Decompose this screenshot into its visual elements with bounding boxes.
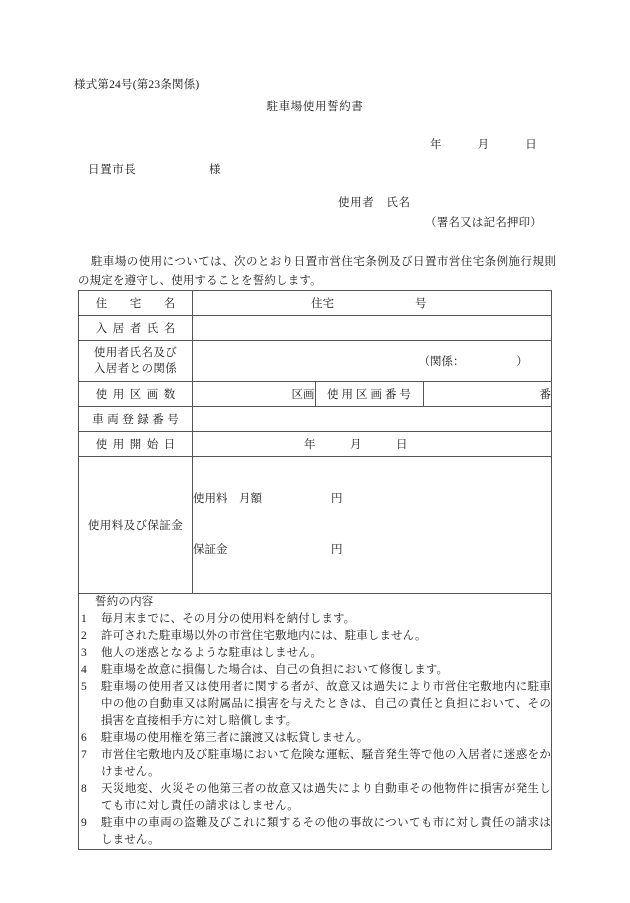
field-vehicle-registration[interactable]: [193, 407, 552, 432]
pledge-item: [79, 662, 551, 679]
label-user-name-relation-line2: 入居者との関係: [93, 363, 178, 375]
table-row-vehicle-registration: [79, 407, 552, 432]
table-row-housing-name: [79, 291, 552, 316]
pledge-item-number: 9: [81, 817, 87, 829]
field-user-name-relation[interactable]: [193, 341, 552, 382]
pledge-item-text: 駐車中の車両の盗難及びこれに類するその他の事故についても市に対し責任の請求はしません。: [101, 817, 551, 846]
label-resident-name: [79, 316, 193, 341]
pledge-item-number: 8: [81, 783, 87, 795]
addressee-line: 日置市長 様: [88, 164, 222, 176]
label-user-name-relation-line1: 使用者氏名及び: [93, 347, 178, 359]
field-fee-deposit[interactable]: [193, 457, 552, 594]
label-user-name-relation: [79, 341, 193, 382]
label-vehicle-registration-text: 車両登録番号: [92, 414, 183, 426]
label-housing-name-text: 住 宅 名: [95, 298, 181, 310]
table-row-parking-spaces: [79, 382, 552, 407]
label-vehicle-registration: [79, 407, 193, 432]
space-count-unit: 区画: [291, 389, 315, 401]
pledge-item: [79, 628, 551, 645]
table-row-pledge-content: [79, 594, 552, 850]
document-title: 駐車場使用誓約書: [266, 101, 364, 113]
pledge-item-text: 駐車場の使用者又は使用者に関する者が、故意又は過失により市営住宅敷地内に駐車中の他の自動車又は附属品に損害を与えたときは、自己の責任と負担において、その損害を直接相手方に対し賠償します。: [101, 681, 551, 727]
pledge-item: [79, 781, 551, 815]
start-date-value: 年 月 日: [303, 439, 408, 451]
label-fee-deposit-text: 使用料及び保証金: [87, 520, 184, 532]
field-housing-name[interactable]: [193, 291, 552, 316]
label-resident-name-text: 入居者氏名: [95, 323, 181, 335]
field-start-date[interactable]: [193, 432, 552, 457]
pledge-item-number: 3: [81, 647, 87, 659]
pledge-item-number: 5: [81, 681, 87, 693]
pledge-item-text: 駐車場を故意に損傷した場合は、自己の負担において修復します。: [101, 664, 449, 676]
pledge-item-text: 毎月末までに、その月分の使用料を納付します。: [101, 613, 356, 625]
deposit-line: 保証金 円: [193, 544, 343, 556]
table-row-user-name-relation: [79, 341, 552, 382]
pledge-item: [79, 611, 551, 628]
signature-note: （署名又は記名押印）: [425, 217, 542, 229]
field-resident-name[interactable]: [193, 316, 552, 341]
label-housing-name: [79, 291, 193, 316]
parking-space-group: [193, 382, 552, 407]
housing-name-unit-jutaku: 住宅: [311, 298, 335, 310]
field-space-number[interactable]: [423, 382, 551, 406]
pledge-item-text: 他人の迷惑となるような駐車はしません。: [101, 647, 323, 659]
label-fee-deposit: [79, 457, 193, 594]
space-number-unit: 番: [539, 389, 551, 401]
pledge-item: [79, 645, 551, 662]
pledge-item-number: 1: [81, 613, 87, 625]
pledge-item-text: 天災地変、火災その他第三者の故意又は過失により自動車その他物件に損害が発生しても市に対し責任の請求はしません。: [101, 783, 551, 812]
table-row-resident-name: [79, 316, 552, 341]
pledge-item-text: 駐車場の使用権を第三者に譲渡又は転貸しません。: [101, 732, 369, 744]
form-number: 様式第24号(第23条関係): [74, 79, 200, 91]
pledge-item-number: 6: [81, 732, 87, 744]
pledge-item: [79, 747, 551, 781]
label-space-count-text: 使用区画数: [95, 389, 181, 401]
label-space-count: [79, 382, 193, 407]
table-row-start-date: [79, 432, 552, 457]
housing-name-unit-go: 号: [414, 298, 427, 310]
parking-space-subtable: [193, 382, 551, 406]
pledge-item-text: 許可された駐車場以外の市営住宅敷地内には、駐車しません。: [101, 630, 427, 642]
intro-paragraph: 駐車場の使用については、次のとおり日置市営住宅条例及び日置市営住宅条例施行規則の規定を遵守し、使用することを誓約します。: [78, 256, 556, 287]
pledge-item: [79, 679, 551, 730]
field-space-count[interactable]: [193, 382, 315, 406]
pledge-item-text: 市営住宅敷地内及び駐車場において危険な運転、騒音発生等で他の入居者に迷惑をかけません。: [101, 749, 551, 778]
label-space-number-text: 使用区画番号: [327, 389, 414, 401]
date-line: 年 月 日: [430, 139, 538, 151]
pledge-item-number: 4: [81, 664, 87, 676]
pledge-item: [79, 730, 551, 747]
label-space-number: [315, 382, 423, 406]
relation-value: （関係： ）: [418, 356, 528, 368]
pledge-section: [79, 594, 552, 850]
fee-monthly-line: 使用料 月額 円: [193, 493, 343, 505]
pledge-item-number: 2: [81, 630, 87, 642]
label-start-date-text: 使用開始日: [95, 439, 181, 451]
table-row-fee-deposit: [79, 457, 552, 594]
pledge-item: [79, 815, 551, 849]
signer-label: 使用者 氏名: [338, 197, 411, 209]
pledge-item-number: 7: [81, 749, 87, 761]
label-start-date: [79, 432, 193, 457]
pledge-title: 誓約の内容: [95, 596, 154, 608]
application-form-table: [78, 290, 552, 850]
